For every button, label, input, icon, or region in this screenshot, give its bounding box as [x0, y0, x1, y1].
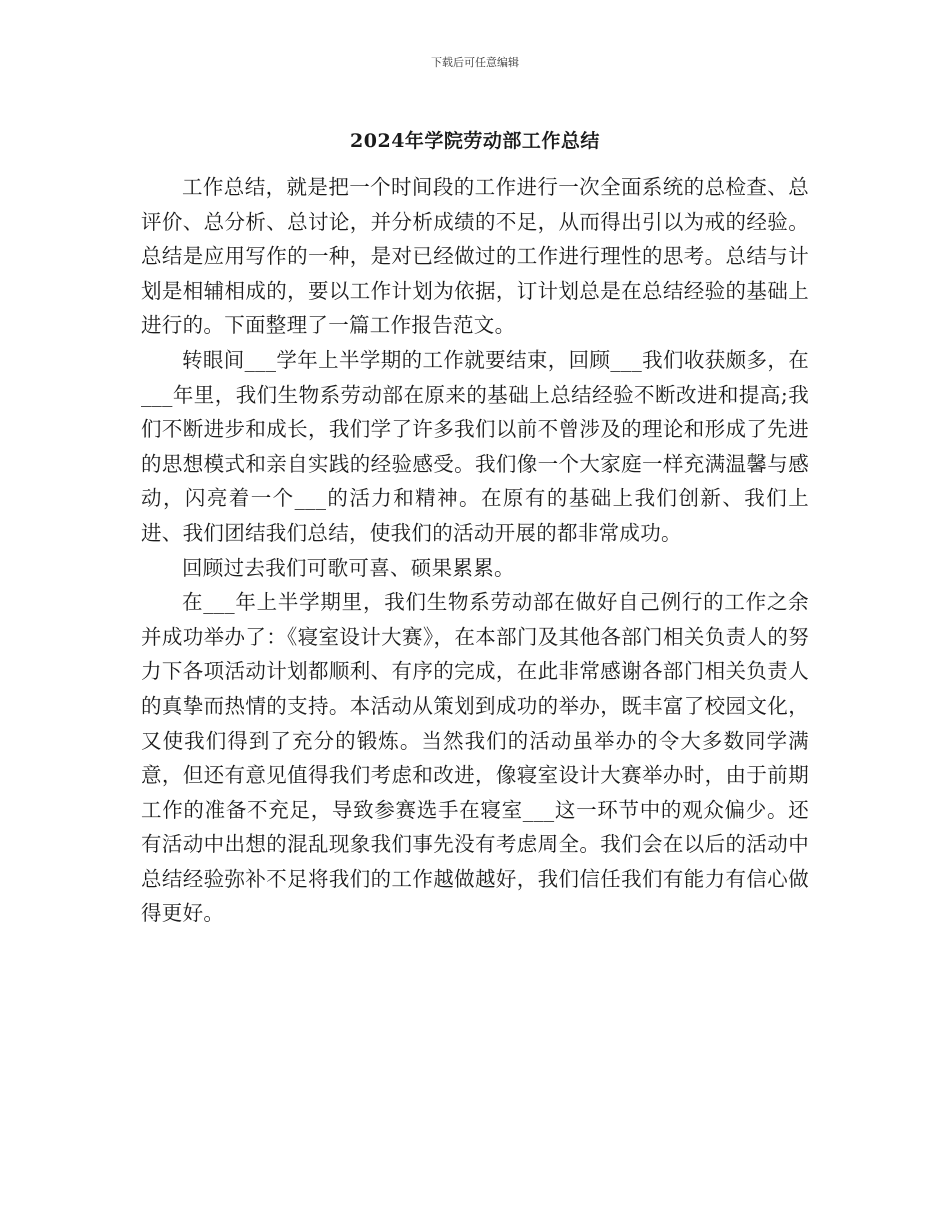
paragraph-review: 转眼间___学年上半学期的工作就要结束，回顾___我们收获颇多，在___年里，我们生物系劳动部在原来的基础上总结经验不断改进和提高;我们不断进步和成长，我们学了许多我们以前不曾涉及的理论和形成了先进的思想模式和亲自实践的经验感受。我们像一个大家庭一样充满温馨与感动，闪亮着一个___的活力和精神。在原有的基础上我们创新、我们上进、我们团结我们总结，使我们的活动开展的都非常成功。 — [141, 347, 809, 545]
document-body — [141, 170, 809, 931]
paragraph-activities: 在___年上半学期里，我们生物系劳动部在做好自己例行的工作之余并成功举办了：《寝室设计大赛》，在本部门及其他各部门相关负责人的努力下各项活动计划都顺利、有序的完成，在此非常感谢各部门相关负责人的真挚而热情的支持。本活动从策划到成功的举办，既丰富了校园文化，又使我们得到了充分的锻炼。当然我们的活动虽举办的令大多数同学满意，但还有意见值得我们考虑和改进，像寝室设计大赛举办时，由于前期工作的准备不充足，导致参赛选手在寝室___这一环节中的观众偏少。还有活动中出想的混乱现象我们事先没有考虑周全。我们会在以后的活动中总结经验弥补不足将我们的工作越做越好，我们信任我们有能力有信心做得更好。 — [141, 590, 809, 926]
paragraph-summary: 回顾过去我们可歌可喜、硕果累累。 — [182, 555, 515, 580]
header-note: 下载后可任意编辑 — [431, 56, 519, 69]
document-title: 2024年学院劳动部工作总结 — [350, 130, 600, 152]
paragraph-intro: 工作总结，就是把一个时间段的工作进行一次全面系统的总检查、总评价、总分析、总讨论，并分析成绩的不足，从而得出引以为戒的经验。总结是应用写作的一种，是对已经做过的工作进行理性的思考。总结与计划是相辅相成的，要以工作计划为依据，订计划总是在总结经验的基础上进行的。下面整理了一篇工作报告范文。 — [141, 175, 809, 338]
